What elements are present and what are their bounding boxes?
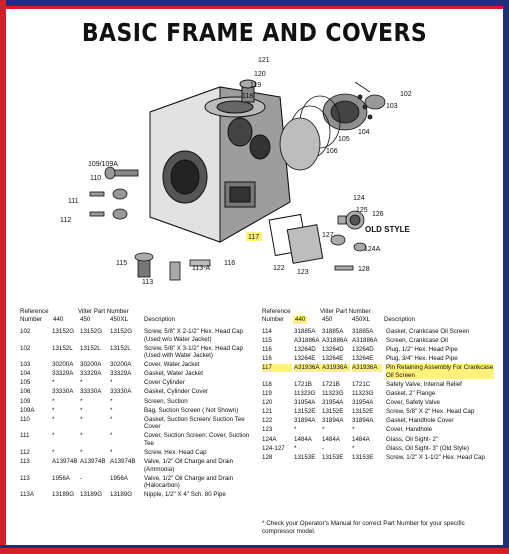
cell-p450xl: * [110, 415, 113, 423]
table-row [20, 398, 252, 407]
table-row [20, 458, 252, 475]
cell-ref: 116 [262, 346, 272, 354]
cell-p450xl: 30200A [110, 361, 132, 369]
cell-p440: 13152E [294, 408, 316, 416]
cell-desc: Cover Cylinder [144, 379, 185, 387]
border-bottom-red [0, 548, 509, 554]
cell-p450xl: 13152L [110, 344, 131, 352]
cell-desc: Gasket, Water Jacket [144, 370, 203, 378]
cell-p450: 31894A [322, 417, 344, 425]
cell-p450: 13264E [322, 355, 344, 363]
cell-p440: 33329A [52, 370, 74, 378]
callout-old-style: OLD STYLE [365, 225, 410, 234]
callout-106: 106 [326, 148, 338, 155]
cell-desc: Glass, Oil Sight- 2" [386, 435, 439, 443]
callout-109-109a: 109/109A [88, 161, 118, 168]
cell-p450xl: 13152G [110, 328, 133, 335]
header-vilter-part-number: Vilter Part Number [78, 308, 129, 315]
cell-p440: 1956A [52, 474, 70, 482]
header-450xl: 450XL [110, 316, 128, 323]
cell-desc: Bag, Suction Screen ( Not Shown) [144, 406, 239, 414]
footnote: * Check your Operator's Manual for correct Part Number for your specific compressor model. [262, 520, 465, 535]
compressor-frame-drawing [150, 80, 290, 242]
cell-ref: 123 [262, 426, 273, 434]
callout-117: 117 [248, 234, 260, 241]
cylinder-cover-stack [280, 82, 385, 170]
cell-ref: 102 [20, 328, 31, 335]
header-450xl: 450XL [352, 316, 370, 323]
cell-p450: 13189G [80, 491, 103, 499]
header-description: Description [384, 316, 415, 323]
cell-desc: Screw, 1/2" X 1-1/2" Hex. Head Cap [386, 453, 485, 461]
cell-p450: - [80, 474, 83, 482]
cell-p440: * [52, 432, 55, 440]
cell-p450xl: A13974B [110, 458, 136, 466]
cell-ref: 113 [20, 474, 30, 482]
border-left [0, 0, 6, 554]
cell-p450xl: 31894A [352, 417, 374, 425]
table-row [262, 390, 494, 399]
cell-p440: 31894A [294, 417, 316, 425]
cell-desc: Cover, Safety Valve [386, 399, 440, 407]
oil-sight-glass [331, 211, 366, 270]
header-number: Number [262, 316, 285, 323]
cell-p450xl: A31886A [352, 337, 378, 345]
cell-p450: A31936A [322, 364, 350, 372]
cell-p450xl: * [352, 444, 355, 452]
table-row [262, 408, 494, 417]
cell-ref: 118 [262, 380, 272, 388]
cell-desc: Valve, 1/2" Oil Charge and Drain (Halocarbon) [144, 474, 234, 490]
cell-p450xl: A31936A [352, 364, 382, 372]
cell-p440: * [52, 379, 55, 387]
cell-p440: 11323G [294, 390, 316, 398]
table-row [262, 445, 494, 454]
callout-102: 102 [400, 91, 412, 98]
cell-p450: 13152L [80, 344, 101, 352]
cell-desc: Gasket, Handhole Cover [386, 417, 454, 425]
callout-113: 113 [142, 279, 154, 286]
callout-110: 110 [90, 175, 102, 182]
cell-p450: 31885A [322, 328, 344, 335]
cell-p440: 13189G [52, 491, 75, 499]
cell-ref: 122 [262, 417, 273, 425]
cell-desc: Screw, Hex. Head Cap [144, 448, 207, 456]
exploded-parts-diagram [20, 52, 490, 302]
callout-118: 118 [242, 93, 254, 100]
cell-desc: Glass, Oil Sight- 3" (Old Style) [386, 444, 469, 452]
cell-desc: Cover, Suction Screen; Cover, Suction Tee [144, 432, 250, 447]
cell-p450xl: * [110, 448, 113, 456]
cell-p440: * [294, 444, 297, 452]
cell-p440: 30200A [52, 361, 74, 369]
cell-p450xl: 31954A [352, 399, 374, 407]
callout-104: 104 [358, 129, 370, 136]
cell-ref: 117 [262, 364, 292, 372]
cell-p440: 31954A [294, 399, 316, 407]
cell-ref: 113 [20, 458, 30, 466]
callout-124: 124 [353, 195, 365, 202]
cell-p440: A31886A [294, 337, 320, 345]
table-row [262, 436, 494, 445]
cell-p450xl: * [352, 426, 355, 434]
cell-p450: 13152E [322, 408, 344, 416]
table-row [262, 355, 494, 364]
table-row [20, 370, 252, 379]
callout-126: 126 [372, 211, 384, 218]
cell-desc: Screw, 5/8" X 3-1/2" Hex. Head Cap (Used with Water Jacket) [144, 344, 243, 360]
cell-p450: 33330A [80, 388, 102, 396]
cell-p440: 1721B [294, 380, 312, 388]
table-row [20, 475, 252, 492]
cell-p440: * [52, 406, 55, 414]
callout-111: 111 [68, 198, 79, 205]
cell-ref: 109A [20, 406, 35, 414]
cell-ref: 115 [262, 337, 272, 345]
callout-121: 121 [258, 57, 270, 64]
cell-desc: Gasket, Crankcase Oil Screen [386, 328, 470, 335]
callout-119: 119 [250, 82, 262, 89]
callout-127: 127 [322, 232, 334, 239]
cell-p450: A13974B [80, 458, 106, 466]
cell-p450: 11323G [322, 390, 344, 398]
cell-p440: * [52, 448, 55, 456]
cell-ref: 124A [262, 435, 277, 443]
table-header-right [262, 308, 494, 328]
table-row [20, 379, 252, 388]
cell-ref: 128 [262, 453, 273, 461]
table-row [20, 491, 252, 500]
cell-ref: 102 [20, 344, 31, 352]
callout-124a: 124A [364, 246, 381, 253]
callout-103: 103 [386, 103, 398, 110]
cell-ref: 104 [20, 370, 31, 378]
cell-ref: 111 [20, 432, 30, 440]
cell-desc: Screw, 5/8" X 2" Hex. Head Cap [386, 408, 475, 416]
cell-p450xl: 11323G [352, 390, 374, 398]
callout-125: 125 [356, 207, 368, 214]
cell-p450xl: 13264E [352, 355, 374, 363]
handhole-cover [269, 214, 323, 263]
cell-desc: Cover, Handhole [386, 426, 433, 434]
cell-p440: 13152G [52, 328, 75, 335]
cell-desc: Plug, 3/4" Hex. Head Pipe [386, 355, 458, 363]
cell-p450: * [80, 406, 83, 414]
cell-p450xl: * [110, 432, 113, 440]
cell-p440: 13264D [294, 346, 316, 354]
table-row [262, 346, 494, 355]
cell-p440: 33330A [52, 388, 74, 396]
cell-desc: Screen, Crankcase Oil [386, 337, 448, 345]
cell-p450: 13153E [322, 453, 344, 461]
cell-ref: 106 [20, 388, 31, 396]
cell-ref: 112 [20, 448, 30, 456]
cell-ref: 116 [262, 355, 272, 363]
cell-p450xl: 13264D [352, 346, 374, 354]
cell-p440: 13153E [294, 453, 316, 461]
cell-p440: * [52, 397, 55, 405]
callout-122: 122 [273, 265, 285, 272]
table-row [20, 388, 252, 397]
table-row [20, 361, 252, 370]
cell-p450: 13264D [322, 346, 344, 354]
table-body-right [262, 328, 494, 470]
border-right [503, 0, 509, 554]
cell-p450xl: 33330A [110, 388, 132, 396]
callout-116: 116 [224, 260, 236, 267]
cell-ref: 113A [20, 491, 34, 499]
cell-p450: * [80, 432, 83, 440]
header-440: 440 [295, 316, 306, 323]
cell-ref: 124-127 [262, 444, 285, 452]
table-row [262, 454, 494, 471]
table-header-left [20, 308, 252, 328]
cell-p440: * [52, 415, 55, 423]
border-top-red [0, 6, 509, 9]
cell-ref: 109 [20, 397, 31, 405]
header-440: 440 [53, 316, 64, 323]
callout-128: 128 [358, 266, 370, 273]
cell-desc: Screw, 5/8" X 2-1/2" Hex. Head Cap (Used w/o Water Jacket) [144, 328, 243, 343]
callout-112: 112 [60, 217, 72, 224]
header-reference: Reference [20, 308, 49, 315]
header-450: 450 [80, 316, 91, 323]
cell-desc: Screen, Suction [144, 397, 188, 405]
cell-p440: 13152L [52, 344, 73, 352]
cell-p450: * [80, 397, 83, 405]
cell-p450: - [322, 444, 325, 452]
cell-p450xl: 1484A [352, 435, 370, 443]
cell-p450: 33329A [80, 370, 102, 378]
cell-p450xl: * [110, 379, 113, 387]
cell-desc: Cover, Water Jacket [144, 361, 200, 369]
cell-p450: A31886A [322, 337, 348, 345]
table-row [20, 328, 252, 345]
table-row [20, 416, 252, 433]
cell-p450xl: * [110, 397, 113, 405]
cell-ref: 110 [20, 415, 30, 423]
cell-desc: Gasket, Cylinder Cover [144, 388, 208, 396]
cell-p450: * [80, 448, 83, 456]
cell-p450xl: 1956A [110, 474, 128, 482]
cell-p440: 31885A [294, 328, 316, 335]
cell-p440: 13264E [294, 355, 316, 363]
parts-table-left [20, 308, 252, 500]
header-reference: Reference [262, 308, 291, 315]
cell-p450: * [80, 379, 83, 387]
cell-ref: 103 [20, 361, 31, 369]
callout-123: 123 [297, 269, 309, 276]
callout-115: 115 [116, 260, 128, 267]
header-vilter-part-number: Vilter Part Number [320, 308, 371, 315]
table-row [262, 426, 494, 435]
parts-table-right [262, 308, 494, 470]
cell-p450xl: 13153E [352, 453, 374, 461]
cell-p450xl: 1721C [352, 380, 371, 388]
cell-ref: 120 [262, 399, 273, 407]
cell-desc: Gasket, 2" Flange [386, 390, 436, 398]
table-row [262, 417, 494, 426]
cell-p450xl: 13152E [352, 408, 374, 416]
cell-ref: 105 [20, 379, 31, 387]
cell-p440: 1484A [294, 435, 312, 443]
cell-desc: Nipple, 1/2" X 4" Sch. 80 Pipe [144, 491, 226, 499]
cell-ref: 119 [262, 390, 272, 398]
table-row [262, 337, 494, 346]
table-row [262, 328, 494, 337]
cell-desc: Safety Valve, Internal Relief [386, 380, 462, 388]
cell-p450: * [80, 415, 83, 423]
cell-p450xl: 33329A [110, 370, 132, 378]
table-row [20, 449, 252, 458]
table-row [262, 364, 494, 381]
cell-ref: 114 [262, 328, 272, 335]
table-row [262, 399, 494, 408]
header-450: 450 [322, 316, 333, 323]
cell-desc: Plug, 1/2" Hex. Head Pipe [386, 346, 458, 354]
cell-p450xl: * [110, 406, 113, 414]
table-body-left [20, 328, 252, 500]
table-row [20, 345, 252, 362]
cell-desc: Gasket, Suction Screen/ Suction Tee Cover [144, 415, 245, 431]
header-number: Number [20, 316, 43, 323]
cell-p450xl: 31885A [352, 328, 374, 335]
cell-p440: A31936A [294, 364, 322, 372]
cell-p440: A13974B [52, 458, 78, 466]
cell-p450: 30200A [80, 361, 102, 369]
cell-p450: 31954A [322, 399, 344, 407]
table-row [20, 407, 252, 416]
cell-p450: 13152G [80, 328, 103, 335]
cell-desc: Valve, 1/2" Oil Charge and Drain (Ammonia) [144, 458, 234, 473]
table-row [20, 432, 252, 449]
cell-ref: 121 [262, 408, 273, 416]
callout-105: 105 [338, 136, 350, 143]
page-title: BASIC FRAME AND COVERS [81, 18, 428, 47]
callout-120: 120 [254, 71, 266, 78]
cell-p440: * [294, 426, 297, 434]
cell-p450: 1484A [322, 435, 340, 443]
cell-p450xl: 13189G [110, 491, 133, 499]
table-row [262, 381, 494, 390]
cell-desc: Pin Retaining Assembly For Crankcase Oil Screen [386, 364, 494, 379]
cell-p450: 1721B [322, 380, 340, 388]
cell-p450: * [322, 426, 325, 434]
header-description: Description [144, 316, 175, 323]
callout-113-a: 113-A [192, 265, 211, 272]
